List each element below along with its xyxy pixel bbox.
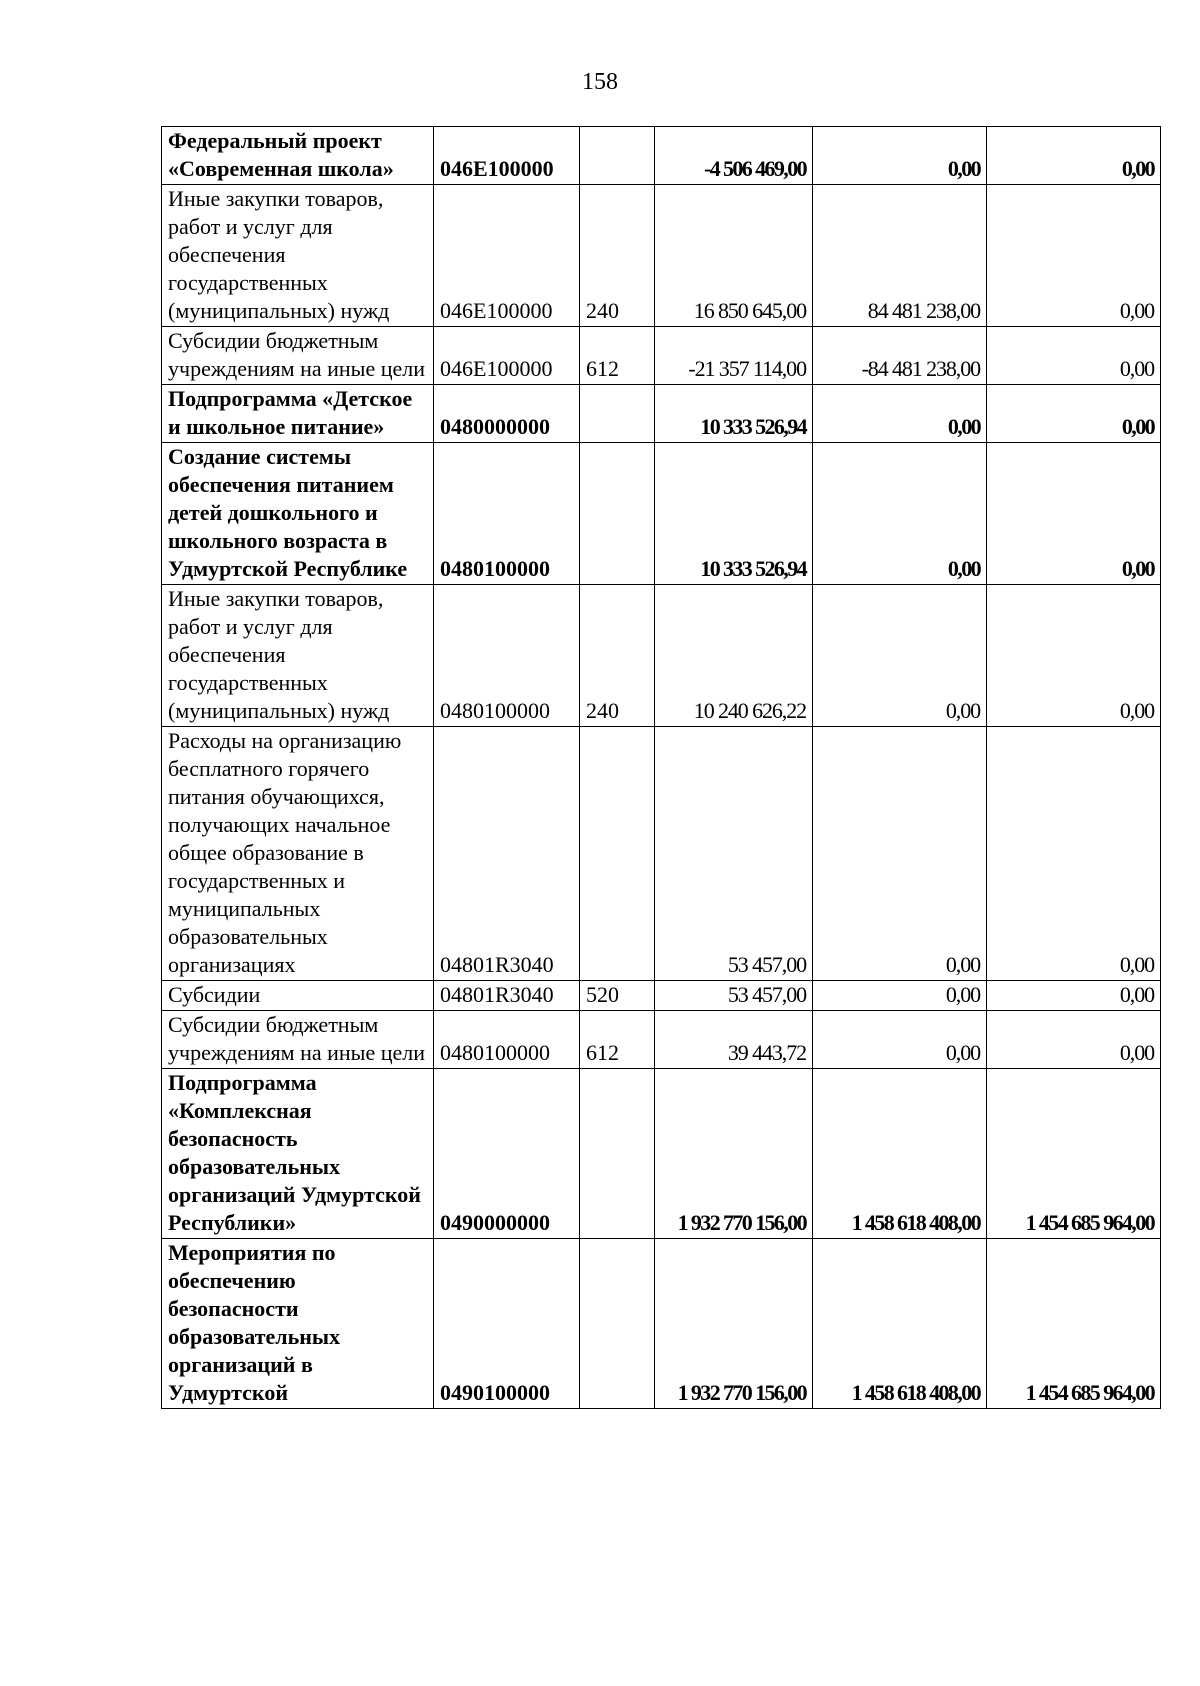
table-row bbox=[162, 127, 1161, 185]
table-row bbox=[162, 981, 1161, 1011]
expense-type-cell bbox=[580, 727, 655, 981]
sum-cell-1: -4 506 469,00 bbox=[655, 127, 813, 185]
item-name-cell: Субсидии бюджетным учреждениям на иные цели bbox=[162, 1011, 434, 1069]
sum-cell-2: 0,00 bbox=[813, 127, 987, 185]
sum-cell-3: 0,00 bbox=[987, 727, 1161, 981]
target-code-cell: 04801R3040 bbox=[434, 981, 580, 1011]
item-name-cell: Расходы на организацию бесплатного горячего питания обучающихся, получающих начальное общее образование в государственных и муниципальных образовательных организациях bbox=[162, 727, 434, 981]
page-number: 158 bbox=[582, 69, 618, 95]
expense-type-cell: 240 bbox=[580, 585, 655, 727]
sum-cell-1: 1 932 770 156,00 bbox=[655, 1069, 813, 1239]
expense-type-cell bbox=[580, 1069, 655, 1239]
item-name-cell: Федеральный проект «Современная школа» bbox=[162, 127, 434, 185]
target-code-cell: 046E100000 bbox=[434, 185, 580, 327]
expense-type-cell: 240 bbox=[580, 185, 655, 327]
item-name-cell: Создание системы обеспечения питанием детей дошкольного и школьного возраста в Удмуртской Республике bbox=[162, 443, 434, 585]
expense-type-cell bbox=[580, 1239, 655, 1409]
target-code-cell: 046E100000 bbox=[434, 127, 580, 185]
table-row bbox=[162, 185, 1161, 327]
sum-cell-3: 0,00 bbox=[987, 185, 1161, 327]
expense-type-cell bbox=[580, 127, 655, 185]
table-row bbox=[162, 1011, 1161, 1069]
sum-cell-3: 0,00 bbox=[987, 385, 1161, 443]
sum-cell-2: 0,00 bbox=[813, 1011, 987, 1069]
item-name-cell: Субсидии бюджетным учреждениям на иные цели bbox=[162, 327, 434, 385]
target-code-cell: 04801R3040 bbox=[434, 727, 580, 981]
sum-cell-2: 0,00 bbox=[813, 981, 987, 1011]
target-code-cell: 0480000000 bbox=[434, 385, 580, 443]
sum-cell-1: 16 850 645,00 bbox=[655, 185, 813, 327]
expense-type-cell: 612 bbox=[580, 1011, 655, 1069]
target-code-cell: 0480100000 bbox=[434, 1011, 580, 1069]
table-row bbox=[162, 327, 1161, 385]
table-row bbox=[162, 727, 1161, 981]
item-name-cell: Иные закупки товаров, работ и услуг для обеспечения государственных (муниципальных) нужд bbox=[162, 585, 434, 727]
item-name-cell: Подпрограмма «Комплексная безопасность образовательных организаций Удмуртской Республики» bbox=[162, 1069, 434, 1239]
sum-cell-1: 39 443,72 bbox=[655, 1011, 813, 1069]
sum-cell-3: 0,00 bbox=[987, 585, 1161, 727]
sum-cell-1: 10 333 526,94 bbox=[655, 385, 813, 443]
sum-cell-3: 0,00 bbox=[987, 1011, 1161, 1069]
item-name-cell: Мероприятия по обеспечению безопасности образовательных организаций в Удмуртской bbox=[162, 1239, 434, 1409]
sum-cell-1: 1 932 770 156,00 bbox=[655, 1239, 813, 1409]
sum-cell-2: 0,00 bbox=[813, 443, 987, 585]
target-code-cell: 0490100000 bbox=[434, 1239, 580, 1409]
expense-type-cell: 520 bbox=[580, 981, 655, 1011]
expense-type-cell: 612 bbox=[580, 327, 655, 385]
sum-cell-2: -84 481 238,00 bbox=[813, 327, 987, 385]
sum-cell-1: 53 457,00 bbox=[655, 727, 813, 981]
sum-cell-2: 1 458 618 408,00 bbox=[813, 1069, 987, 1239]
target-code-cell: 0480100000 bbox=[434, 585, 580, 727]
sum-cell-3: 0,00 bbox=[987, 981, 1161, 1011]
sum-cell-3: 0,00 bbox=[987, 443, 1161, 585]
sum-cell-3: 1 454 685 964,00 bbox=[987, 1069, 1161, 1239]
target-code-cell: 0490000000 bbox=[434, 1069, 580, 1239]
sum-cell-3: 1 454 685 964,00 bbox=[987, 1239, 1161, 1409]
sum-cell-1: 53 457,00 bbox=[655, 981, 813, 1011]
table-row bbox=[162, 385, 1161, 443]
table-row bbox=[162, 1239, 1161, 1409]
table-row bbox=[162, 585, 1161, 727]
budget-table bbox=[161, 126, 1161, 1409]
target-code-cell: 0480100000 bbox=[434, 443, 580, 585]
sum-cell-2: 0,00 bbox=[813, 385, 987, 443]
sum-cell-3: 0,00 bbox=[987, 327, 1161, 385]
table-row bbox=[162, 1069, 1161, 1239]
sum-cell-2: 84 481 238,00 bbox=[813, 185, 987, 327]
sum-cell-1: -21 357 114,00 bbox=[655, 327, 813, 385]
item-name-cell: Иные закупки товаров, работ и услуг для обеспечения государственных (муниципальных) нужд bbox=[162, 185, 434, 327]
sum-cell-2: 0,00 bbox=[813, 585, 987, 727]
expense-type-cell bbox=[580, 385, 655, 443]
sum-cell-3: 0,00 bbox=[987, 127, 1161, 185]
sum-cell-2: 0,00 bbox=[813, 727, 987, 981]
sum-cell-1: 10 333 526,94 bbox=[655, 443, 813, 585]
item-name-cell: Подпрограмма «Детское и школьное питание» bbox=[162, 385, 434, 443]
sum-cell-1: 10 240 626,22 bbox=[655, 585, 813, 727]
target-code-cell: 046E100000 bbox=[434, 327, 580, 385]
sum-cell-2: 1 458 618 408,00 bbox=[813, 1239, 987, 1409]
table-row bbox=[162, 443, 1161, 585]
item-name-cell: Субсидии bbox=[162, 981, 434, 1011]
expense-type-cell bbox=[580, 443, 655, 585]
budget-table-body bbox=[162, 127, 1161, 1409]
